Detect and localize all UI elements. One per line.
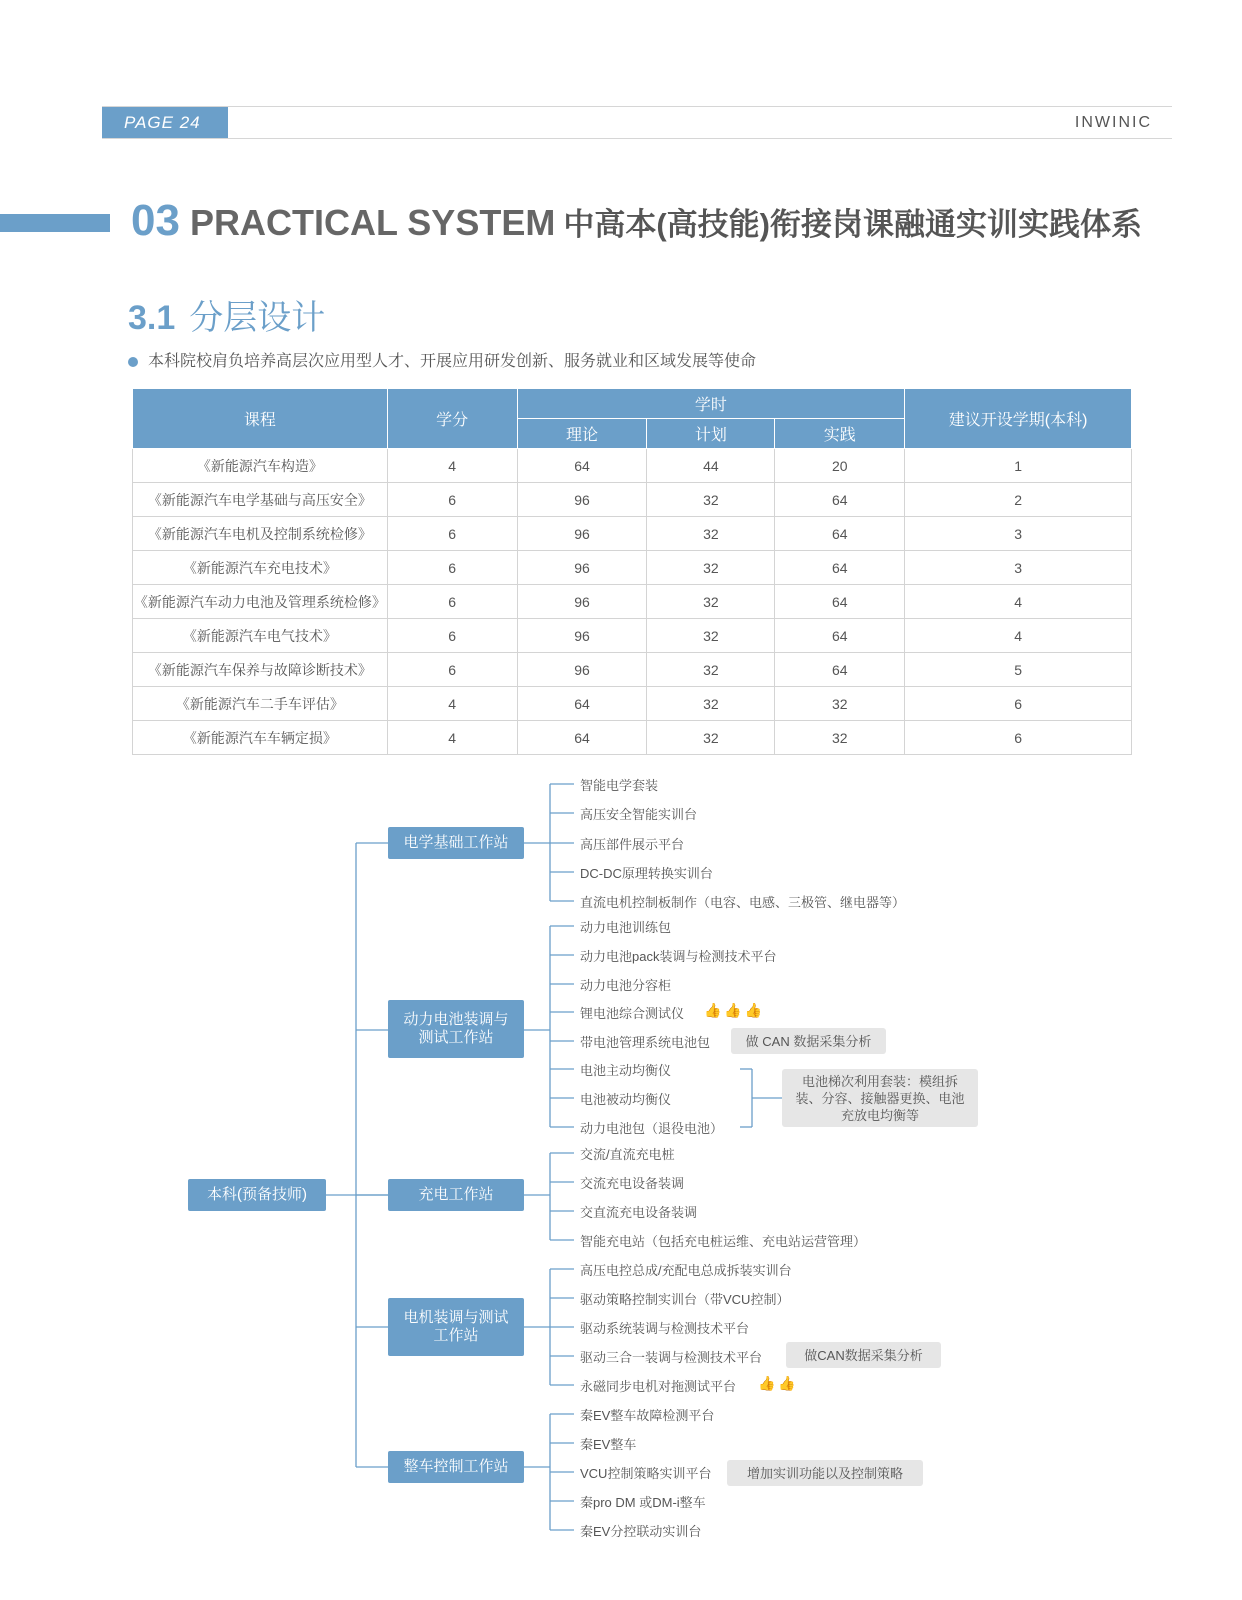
note-tag: 电池梯次利用套装：模组拆装、分容、接触器更换、电池充放电均衡等 — [782, 1069, 978, 1127]
table-cell: 96 — [517, 483, 647, 517]
table-cell: 96 — [517, 517, 647, 551]
leaf-item: 智能充电站（包括充电桩运维、充电站运营管理） — [580, 1234, 867, 1249]
table-cell: 6 — [905, 687, 1132, 721]
bullet-text: 本科院校肩负培养高层次应用型人才、开展应用研发创新、服务就业和区域发展等使命 — [148, 353, 757, 370]
table-cell: 4 — [905, 585, 1132, 619]
subsection-text: 分层设计 — [189, 299, 326, 337]
station-node: 动力电池装调与测试工作站 — [388, 1000, 524, 1058]
root-node: 本科(预备技师) — [188, 1179, 326, 1211]
leaf-item: 秦pro DM 或DM-i整车 — [580, 1495, 706, 1510]
leaf-item: 秦EV整车 — [580, 1437, 637, 1452]
leaf-item: 秦EV整车故障检测平台 — [580, 1408, 715, 1423]
table-cell: 《新能源汽车保养与故障诊断技术》 — [133, 653, 388, 687]
header-course: 课程 — [133, 389, 388, 449]
section-title-en: PRACTICAL SYSTEM — [189, 202, 556, 243]
header-hours: 学时 — [517, 389, 905, 419]
leaf-item: 电池主动均衡仪 — [580, 1063, 672, 1078]
leaf-item: 动力电池训练包 — [580, 920, 672, 935]
table-cell: 32 — [647, 721, 775, 755]
leaf-item: 带电池管理系统电池包 — [580, 1035, 711, 1050]
leaf-item: 驱动三合一装调与检测技术平台 — [580, 1350, 763, 1365]
table-cell: 64 — [775, 483, 905, 517]
header-credit: 学分 — [387, 389, 517, 449]
table-cell: 4 — [905, 619, 1132, 653]
table-cell: 64 — [775, 619, 905, 653]
table-cell: 6 — [387, 619, 517, 653]
table-cell: 32 — [647, 687, 775, 721]
table-cell: 32 — [647, 653, 775, 687]
table-cell: 32 — [647, 585, 775, 619]
table-cell: 32 — [647, 619, 775, 653]
leaf-item: 驱动系统装调与检测技术平台 — [580, 1321, 750, 1336]
table-cell: 32 — [647, 551, 775, 585]
leaf-item: 高压部件展示平台 — [580, 837, 685, 852]
table-cell: 《新能源汽车二手车评估》 — [133, 687, 388, 721]
table-cell: 64 — [775, 653, 905, 687]
table-cell: 32 — [647, 483, 775, 517]
table-cell: 6 — [387, 517, 517, 551]
table-cell: 4 — [387, 721, 517, 755]
table-cell: 《新能源汽车构造》 — [133, 449, 388, 483]
table-cell: 64 — [517, 687, 647, 721]
header-theory: 理论 — [517, 419, 647, 449]
brand-name: INWINIC — [1074, 114, 1152, 131]
table-cell: 44 — [647, 449, 775, 483]
table-cell: 32 — [775, 687, 905, 721]
thumbs-up-icon: 👍👍👍 — [704, 1002, 766, 1018]
header-practice: 实践 — [775, 419, 905, 449]
leaf-item: 永磁同步电机对拖测试平台 — [580, 1379, 737, 1394]
leaf-item: VCU控制策略实训平台 — [580, 1466, 712, 1481]
table-cell: 《新能源汽车充电技术》 — [133, 551, 388, 585]
table-cell: 1 — [905, 449, 1132, 483]
station-node: 整车控制工作站 — [388, 1451, 524, 1483]
leaf-item: 智能电学套装 — [580, 778, 659, 793]
table-cell: 5 — [905, 653, 1132, 687]
table-cell: 《新能源汽车电机及控制系统检修》 — [133, 517, 388, 551]
table-cell: 3 — [905, 517, 1132, 551]
leaf-item: 电池被动均衡仪 — [580, 1092, 672, 1107]
table-cell: 32 — [647, 517, 775, 551]
leaf-item: 动力电池包（退役电池） — [580, 1121, 724, 1136]
leaf-item: 交流充电设备装调 — [580, 1176, 685, 1191]
subsection-number: 3.1 — [128, 299, 176, 337]
station-node: 充电工作站 — [388, 1179, 524, 1211]
leaf-item: 高压电控总成/充配电总成拆装实训台 — [580, 1263, 792, 1278]
note-tag: 增加实训功能以及控制策略 — [727, 1460, 923, 1486]
table-cell: 6 — [905, 721, 1132, 755]
leaf-item: 交流/直流充电桩 — [580, 1147, 675, 1162]
table-cell: 32 — [775, 721, 905, 755]
table-cell: 64 — [517, 721, 647, 755]
page-number-tag: PAGE 24 — [102, 107, 228, 138]
table-cell: 96 — [517, 619, 647, 653]
leaf-item: 直流电机控制板制作（电容、电感、三极管、继电器等） — [580, 895, 906, 910]
table-cell: 64 — [775, 585, 905, 619]
leaf-item: 高压安全智能实训台 — [580, 807, 698, 822]
table-cell: 《新能源汽车电学基础与高压安全》 — [133, 483, 388, 517]
leaf-item: 交直流充电设备装调 — [580, 1205, 698, 1220]
table-cell: 64 — [775, 551, 905, 585]
table-cell: 4 — [387, 687, 517, 721]
table-cell: 96 — [517, 653, 647, 687]
table-cell: 2 — [905, 483, 1132, 517]
table-cell: 6 — [387, 483, 517, 517]
table-cell: 64 — [775, 517, 905, 551]
table-cell: 《新能源汽车电气技术》 — [133, 619, 388, 653]
thumbs-up-icon: 👍👍 — [758, 1375, 799, 1391]
table-cell: 6 — [387, 653, 517, 687]
header-semester: 建议开设学期(本科) — [905, 389, 1132, 449]
section-title-cn: 中高本(高技能)衔接岗课融通实训实践体系 — [563, 207, 1142, 242]
table-cell: 6 — [387, 551, 517, 585]
table-cell: 20 — [775, 449, 905, 483]
leaf-item: 驱动策略控制实训台（带VCU控制） — [580, 1292, 790, 1307]
table-cell: 《新能源汽车车辆定损》 — [133, 721, 388, 755]
leaf-item: 秦EV分控联动实训台 — [580, 1524, 702, 1539]
table-cell: 6 — [387, 585, 517, 619]
table-cell: 96 — [517, 585, 647, 619]
table-cell: 4 — [387, 449, 517, 483]
note-tag: 做CAN数据采集分析 — [786, 1342, 941, 1368]
table-cell: 3 — [905, 551, 1132, 585]
station-node: 电学基础工作站 — [388, 827, 524, 859]
header-plan: 计划 — [647, 419, 775, 449]
table-cell: 64 — [517, 449, 647, 483]
leaf-item: DC-DC原理转换实训台 — [580, 866, 713, 881]
table-cell: 《新能源汽车动力电池及管理系统检修》 — [133, 585, 388, 619]
leaf-item: 动力电池分容柜 — [580, 978, 672, 993]
note-tag: 做 CAN 数据采集分析 — [731, 1028, 886, 1054]
leaf-item: 锂电池综合测试仪 — [580, 1006, 685, 1021]
leaf-item: 动力电池pack装调与检测技术平台 — [580, 949, 777, 964]
section-number: 03 — [131, 196, 180, 245]
table-cell: 96 — [517, 551, 647, 585]
station-node: 电机装调与测试工作站 — [388, 1298, 524, 1356]
